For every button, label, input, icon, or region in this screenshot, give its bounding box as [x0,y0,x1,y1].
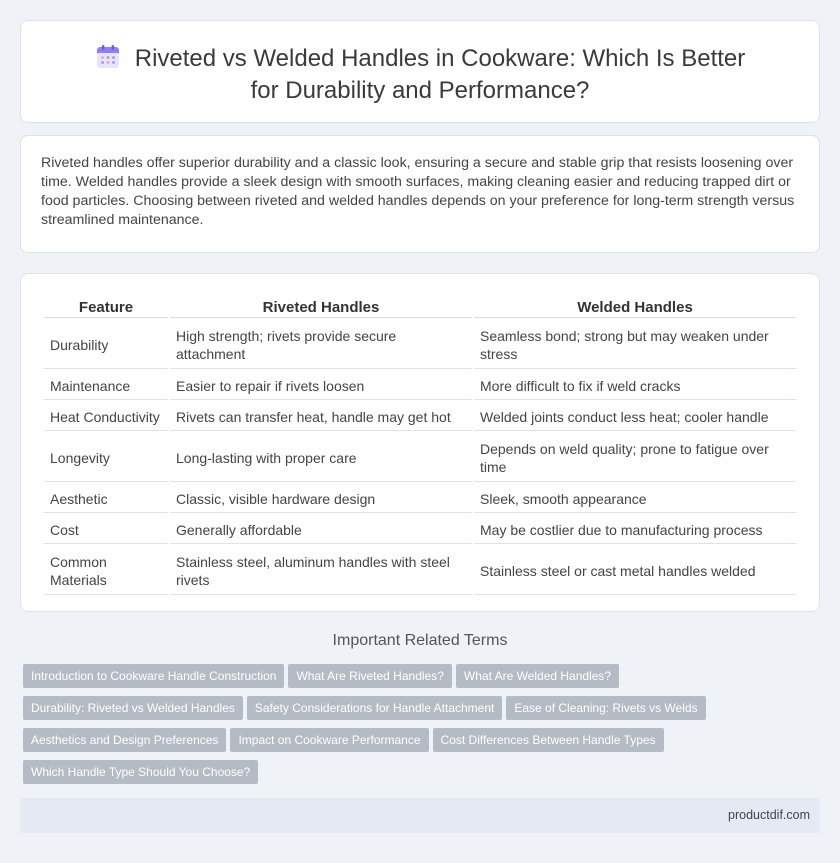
related-term-tag[interactable]: What Are Welded Handles? [456,664,619,688]
column-header-riveted: Riveted Handles [170,296,472,318]
related-term-tag[interactable]: Durability: Riveted vs Welded Handles [23,696,243,720]
welded-cell: Seamless bond; strong but may weaken under stress [474,320,796,369]
table-row [44,320,796,369]
feature-cell: Cost [44,515,168,544]
table-header-row [44,296,796,318]
comparison-card [20,273,820,612]
riveted-cell: Rivets can transfer heat, handle may get hot [170,402,472,431]
related-term-tag[interactable]: Ease of Cleaning: Rivets vs Welds [506,696,705,720]
feature-cell: Common Materials [44,546,168,595]
table-row [44,402,796,431]
title-card [20,20,820,123]
comparison-table [42,294,798,597]
welded-cell: Depends on weld quality; prone to fatigue over time [474,433,796,482]
table-row [44,484,796,513]
related-term-tag[interactable]: Which Handle Type Should You Choose? [23,760,258,784]
related-term-tag[interactable]: Cost Differences Between Handle Types [433,728,664,752]
riveted-cell: Stainless steel, aluminum handles with steel rivets [170,546,472,595]
footer-site-link[interactable]: productdif.com [728,808,810,822]
feature-cell: Longevity [44,433,168,482]
intro-paragraph: Riveted handles offer superior durability and a classic look, ensuring a secure and stable grip that resists loosening over time. Welded handles provide a sleek design with smooth surfaces, making cleaning easier and reducing trapped dirt or food particles. Choosing between riveted and welded handles depends on your preference for long-term strength versus streamlined maintenance. [41,155,795,228]
related-terms-heading: Important Related Terms [332,632,508,649]
riveted-cell: Long-lasting with proper care [170,433,472,482]
related-term-tag[interactable]: What Are Riveted Handles? [288,664,451,688]
page-title: Riveted vs Welded Handles in Cookware: Which Is Better for Durability and Performance? [134,45,746,104]
welded-cell: Stainless steel or cast metal handles welded [474,546,796,595]
riveted-cell: High strength; rivets provide secure attachment [170,320,472,369]
title-wrap [81,43,759,107]
related-term-tag[interactable]: Safety Considerations for Handle Attachment [247,696,502,720]
feature-cell: Aesthetic [44,484,168,513]
footer [20,798,820,833]
table-row [44,515,796,544]
related-term-tag[interactable]: Introduction to Cookware Handle Construction [23,664,284,688]
welded-cell: May be costlier due to manufacturing process [474,515,796,544]
riveted-cell: Easier to repair if rivets loosen [170,371,472,400]
intro-card [20,135,820,253]
related-terms-list [23,664,813,792]
riveted-cell: Generally affordable [170,515,472,544]
column-header-feature: Feature [44,296,168,318]
calendar-icon [95,44,121,70]
related-term-tag[interactable]: Impact on Cookware Performance [230,728,428,752]
table-row [44,371,796,400]
related-term-tag[interactable]: Aesthetics and Design Preferences [23,728,226,752]
riveted-cell: Classic, visible hardware design [170,484,472,513]
welded-cell: Welded joints conduct less heat; cooler handle [474,402,796,431]
feature-cell: Durability [44,320,168,369]
welded-cell: More difficult to fix if weld cracks [474,371,796,400]
feature-cell: Maintenance [44,371,168,400]
column-header-welded: Welded Handles [474,296,796,318]
feature-cell: Heat Conductivity [44,402,168,431]
table-row [44,433,796,482]
welded-cell: Sleek, smooth appearance [474,484,796,513]
table-row [44,546,796,595]
